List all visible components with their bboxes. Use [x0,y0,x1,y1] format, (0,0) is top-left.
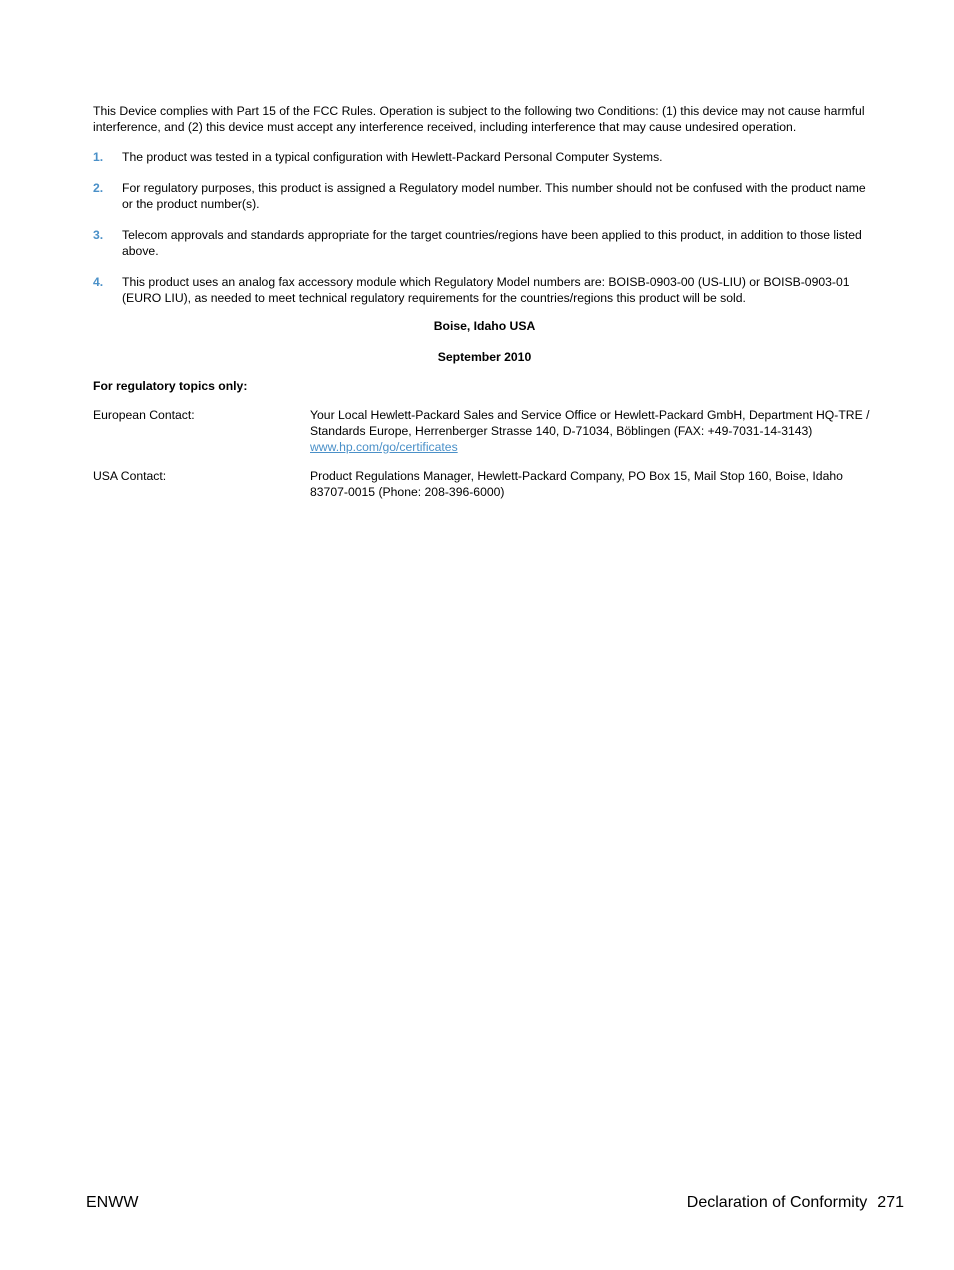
footer-right [687,1193,904,1213]
list-item-text: For regulatory purposes, this product is assigned a Regulatory model number. This number should not be confused with the product name or the product number(s). [122,181,866,211]
list-number: 4. [93,275,104,289]
numbered-list [93,149,876,306]
list-number: 3. [93,228,104,242]
list-number: 1. [93,150,104,164]
footer-section-title: Declaration of Conformity [686,1194,868,1211]
european-contact-label: European Contact: [93,408,195,422]
date-heading: September 2010 [437,350,532,364]
list-item-text: Telecom approvals and standards appropriate for the target countries/regions have been applied to this product, in addition to those listed above. [122,228,862,258]
list-item [93,227,876,259]
usa-contact-row [93,468,876,500]
list-item [93,149,876,165]
usa-contact-address: Product Regulations Manager, Hewlett-Packard Company, PO Box 15, Mail Stop 160, Boise, Idaho 83707-0015 (Phone: 208-396-6000) [310,469,843,499]
document-body [93,103,876,513]
location-heading: Boise, Idaho USA [433,319,536,333]
page-footer [86,1193,904,1213]
european-contact-row [93,407,876,455]
list-item-text: The product was tested in a typical configuration with Hewlett-Packard Personal Computer Systems. [122,150,663,164]
european-contact-value [310,407,876,455]
footer-left-label: ENWW [86,1194,139,1211]
list-item [93,274,876,306]
usa-contact-label: USA Contact: [93,469,167,483]
list-item [93,180,876,212]
page-number: 271 [877,1194,904,1211]
fcc-compliance-paragraph: This Device complies with Part 15 of the FCC Rules. Operation is subject to the following two Conditions: (1) this device may not cause harmful interference, and (2) this device must accept any interference received, including interference that may cause undesired operation. [93,104,865,134]
regulatory-topics-heading: For regulatory topics only: [93,379,248,393]
european-contact-address: Your Local Hewlett-Packard Sales and Service Office or Hewlett-Packard GmbH, Department HQ-TRE / Standards Europe, Herrenberger Strasse 140, D-71034, Böblingen (FAX: +49-7031-14-3143) [310,408,870,438]
list-item-text: This product uses an analog fax accessory module which Regulatory Model numbers are: BOISB-0903-00 (US-LIU) or BOISB-0903-01 (EURO LIU), as needed to meet technical regulatory requirements for the countries/regions this product will be sold. [122,275,850,305]
certificates-link[interactable]: www.hp.com/go/certificates [310,440,458,454]
list-number: 2. [93,181,104,195]
